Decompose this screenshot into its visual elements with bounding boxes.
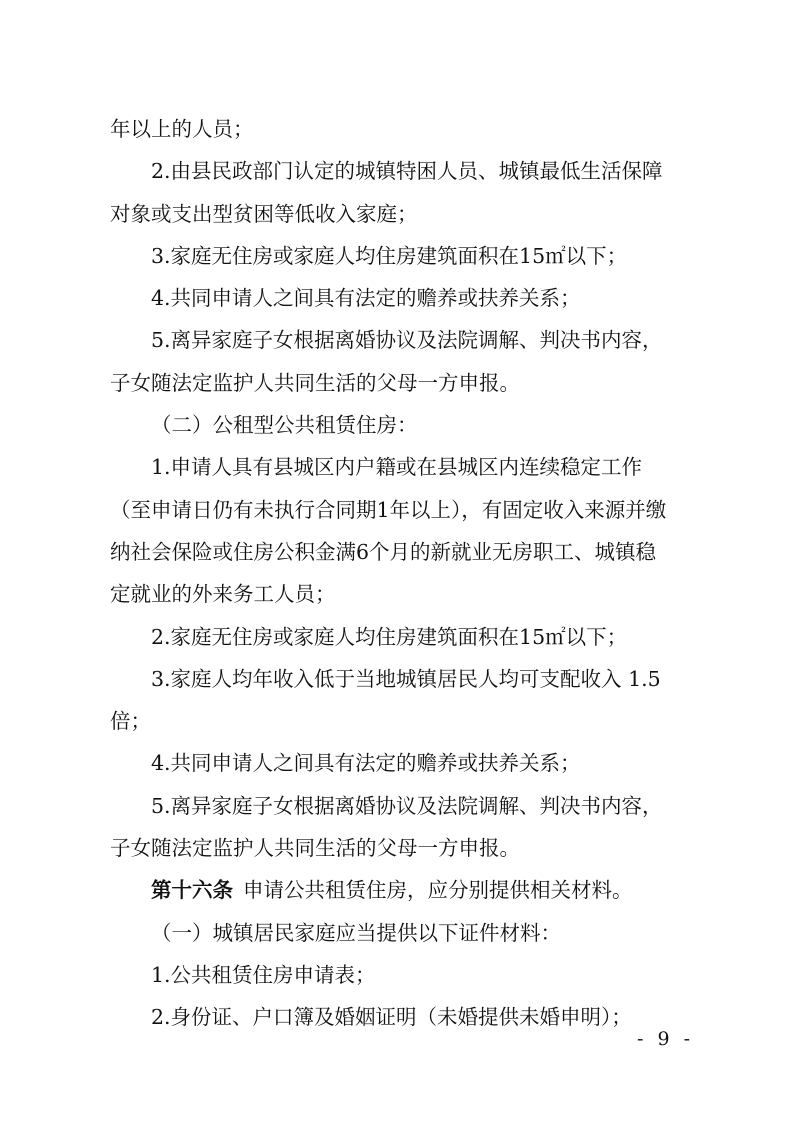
section-heading: （二）公租型公共租赁住房： xyxy=(151,413,418,438)
text-line: 2.由县民政部门认定的城镇特困人员、城镇最低生活保障 xyxy=(151,159,663,184)
text-line: 子女随法定监护人共同生活的父母一方申报。 xyxy=(110,370,520,395)
text-line: 倍； xyxy=(110,709,151,734)
page-number: - 9 - xyxy=(637,1028,695,1050)
article-text: 申请公共租赁住房，应分别提供相关材料。 xyxy=(243,878,633,903)
article-title: 第十六条 xyxy=(151,878,233,903)
text-line: 2.身份证、户口簿及婚姻证明（未婚提供未婚申明）； xyxy=(151,1005,632,1030)
text-line: 5.离异家庭子女根据离婚协议及法院调解、判决书内容， xyxy=(151,793,663,818)
text-line: （至申请日仍有未执行合同期1年以上），有固定收入来源并缴 xyxy=(110,497,667,522)
text-line: 纳社会保险或住房公积金满6个月的新就业无房职工、城镇稳 xyxy=(110,539,657,564)
text-line: 3.家庭人均年收入低于当地城镇居民人均可支配收入 1.5 xyxy=(151,666,661,691)
section-heading: （一）城镇居民家庭应当提供以下证件材料： xyxy=(151,920,561,945)
text-line: 1.公共租赁住房申请表； xyxy=(151,962,376,987)
article-line xyxy=(110,869,690,911)
text-line: 对象或支出型贫困等低收入家庭； xyxy=(110,201,418,226)
text-line: 5.离异家庭子女根据离婚协议及法院调解、判决书内容， xyxy=(151,328,663,353)
text-line: 子女随法定监护人共同生活的父母一方申报。 xyxy=(110,836,520,861)
text-line: 年以上的人员； xyxy=(110,117,254,141)
text-line: 3.家庭无住房或家庭人均住房建筑面积在15㎡以下； xyxy=(151,243,628,268)
text-line: 4.共同申请人之间具有法定的赡养或扶养关系； xyxy=(151,751,581,776)
text-line: 2.家庭无住房或家庭人均住房建筑面积在15㎡以下； xyxy=(151,624,628,649)
text-line: 定就业的外来务工人员； xyxy=(110,582,336,607)
text-line: 4.共同申请人之间具有法定的赡养或扶养关系； xyxy=(151,286,581,311)
text-line: 1.申请人具有县城区内户籍或在县城区内连续稳定工作 xyxy=(151,455,643,480)
document-body xyxy=(110,108,690,1039)
